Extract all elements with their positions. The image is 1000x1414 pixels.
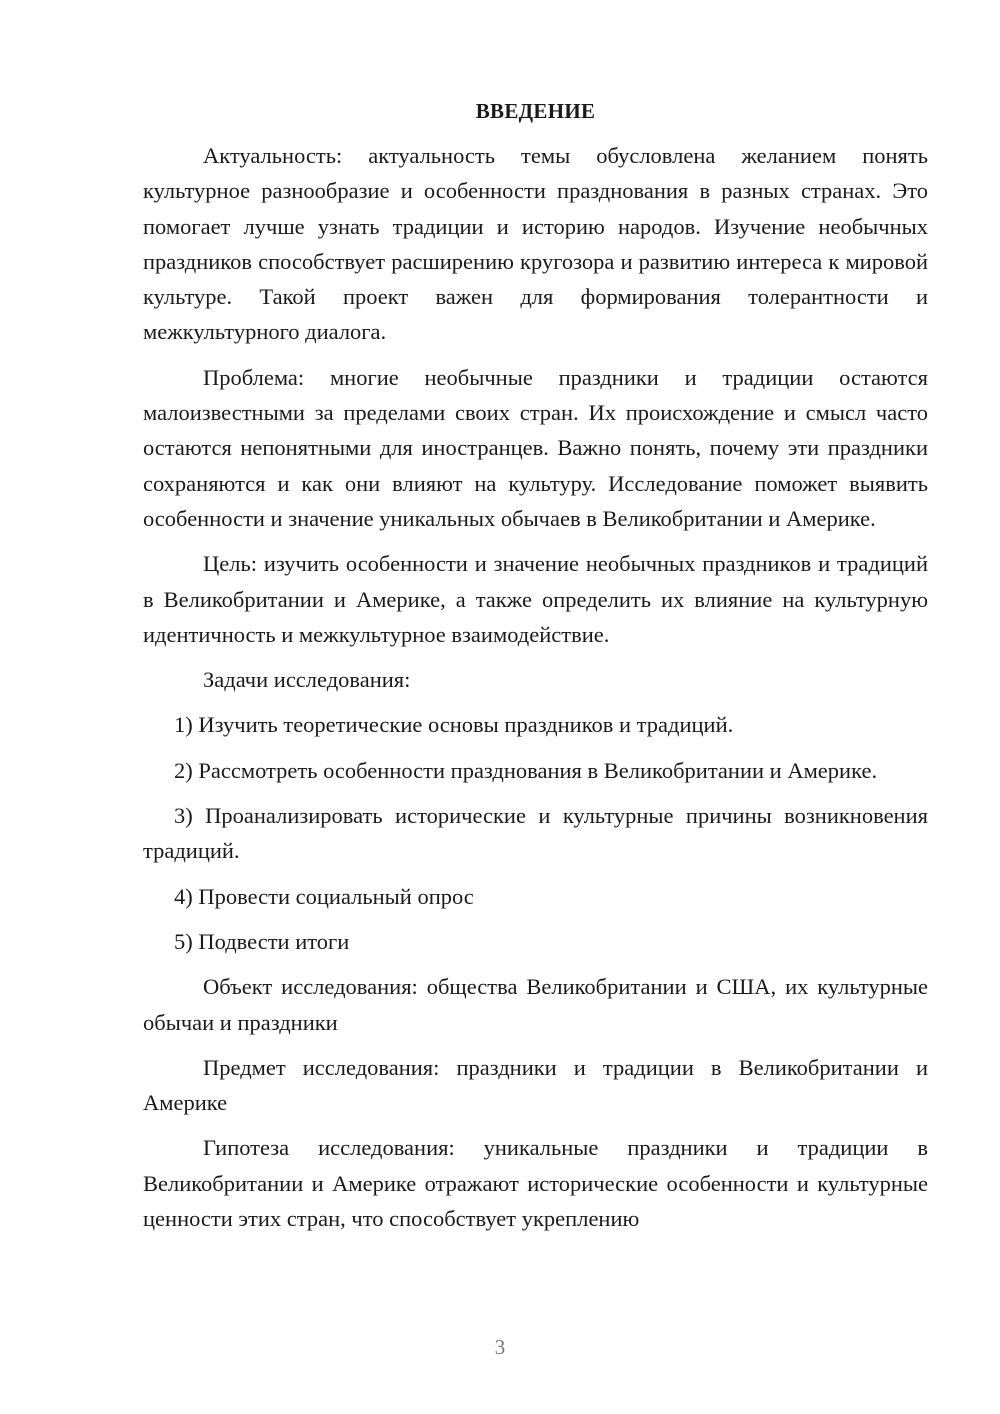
task-item-2: 2) Рассмотреть особенности празднования в Великобритании и Америке.: [174, 757, 878, 783]
paragraph-relevance: Актуальность: актуальность темы обусловлена желанием понять культурное разнообразие и особенности празднования в разных странах. Это помогает лучше узнать традиции и историю народов. Изучение необычных праздников способствует расширению кругозора и развитию интереса к мировой культуре. Такой проект важен для формирования толерантности и межкультурного диалога.: [143, 143, 928, 345]
document-page: [143, 95, 928, 1246]
task-item-3: 3) Проанализировать исторические и культурные причины возникновения традиций.: [143, 803, 928, 864]
task-item-1: 1) Изучить теоретические основы праздников и традиций.: [174, 712, 734, 738]
task-item-5: 5) Подвести итоги: [174, 928, 350, 954]
paragraph-problem: Проблема: многие необычные праздники и традиции остаются малоизвестными за пределами своих стран. Их происхождение и смысл часто остаются непонятными для иностранцев. Важно понять, почему эти праздники сохраняются и как они влияют на культуру. Исследование поможет выявить особенности и значение уникальных обычаев в Великобритании и Америке.: [143, 364, 928, 531]
section-title: ВВЕДЕНИЕ: [475, 99, 596, 123]
paragraph-object: Объект исследования: общества Великобритании и США, их культурные обычаи и праздники: [143, 974, 928, 1035]
paragraph-goal: Цель: изучить особенности и значение необычных праздников и традиций в Великобритании и Америке, а также определить их влияние на культурную идентичность и межкультурное взаимодействие.: [143, 551, 928, 647]
paragraph-hypothesis: Гипотеза исследования: уникальные праздники и традиции в Великобритании и Америке отражают исторические особенности и культурные ценности этих стран, что способствует укреплению: [143, 1135, 928, 1232]
page-number: 3: [494, 1335, 506, 1359]
tasks-heading: Задачи исследования:: [203, 667, 411, 693]
task-item-4: 4) Провести социальный опрос: [174, 883, 474, 909]
paragraph-subject: Предмет исследования: праздники и традиции в Великобритании и Америке: [143, 1054, 928, 1116]
